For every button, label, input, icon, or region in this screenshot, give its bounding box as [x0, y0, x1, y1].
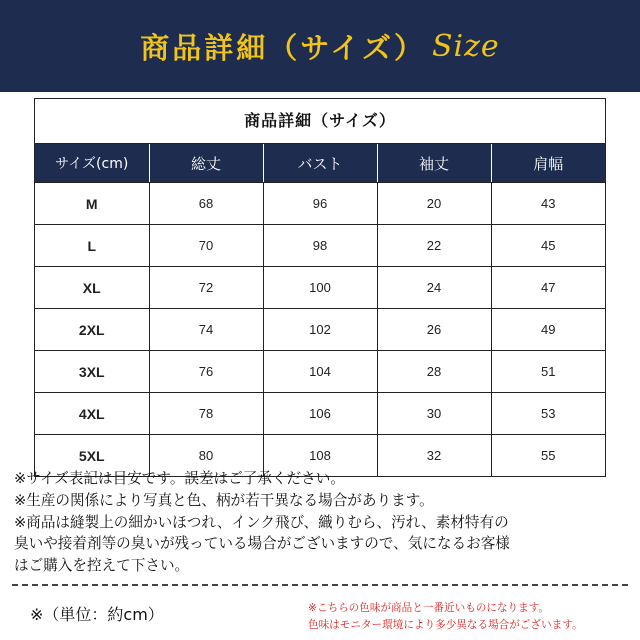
- sleeve-cell: 28: [377, 351, 491, 393]
- banner-title-jp: 商品詳細（サイズ）: [140, 30, 426, 65]
- shoulder-cell: 43: [491, 183, 605, 225]
- length-cell: 78: [149, 393, 263, 435]
- bust-cell: 106: [263, 393, 377, 435]
- shoulder-cell: 51: [491, 351, 605, 393]
- note-line: 臭いや接着剤等の臭いが残っている場合がございますので、気になるお客様: [14, 535, 510, 553]
- sleeve-cell: 22: [377, 225, 491, 267]
- header-size: サイズ(cm): [35, 144, 149, 183]
- table-row: [35, 183, 605, 225]
- dashed-divider: [12, 584, 628, 586]
- shoulder-cell: 53: [491, 393, 605, 435]
- sleeve-cell: 20: [377, 183, 491, 225]
- shoulder-cell: 45: [491, 225, 605, 267]
- header-sleeve: 袖丈: [377, 144, 491, 183]
- shoulder-cell: 55: [491, 435, 605, 477]
- bust-cell: 96: [263, 183, 377, 225]
- bust-cell: 100: [263, 267, 377, 309]
- table-row: [35, 351, 605, 393]
- note-line: はご購入を控えて下さい。: [14, 557, 190, 575]
- size-cell: L: [35, 225, 149, 267]
- color-note-line: ※こちらの色味が商品と一番近いものになります。: [308, 602, 550, 614]
- color-note-line: 色味はモニター環境により多少異なる場合がございます。: [308, 619, 583, 631]
- table-row: [35, 393, 605, 435]
- sleeve-cell: 32: [377, 435, 491, 477]
- header-shoulder: 肩幅: [491, 144, 605, 183]
- length-cell: 80: [149, 435, 263, 477]
- shoulder-cell: 47: [491, 267, 605, 309]
- length-cell: 72: [149, 267, 263, 309]
- sleeve-cell: 26: [377, 309, 491, 351]
- note-line: ※商品は縫製上の細かいほつれ、インク飛び、織りむら、汚れ、素材特有の: [14, 513, 509, 531]
- length-cell: 74: [149, 309, 263, 351]
- unit-note: ※（単位：約cm）: [30, 605, 164, 624]
- note-line: ※生産の関係により写真と色、柄が若干異なる場合があります。: [14, 491, 434, 509]
- note-line: ※サイズ表記は目安です。誤差はご了承ください。: [14, 470, 345, 487]
- bust-cell: 102: [263, 309, 377, 351]
- table-row: [35, 267, 605, 309]
- notes-block: [14, 468, 634, 577]
- length-cell: 70: [149, 225, 263, 267]
- size-cell: 3XL: [35, 351, 149, 393]
- size-cell: 4XL: [35, 393, 149, 435]
- table-header-row: [35, 144, 605, 183]
- color-disclaimer: [308, 600, 628, 634]
- sleeve-cell: 30: [377, 393, 491, 435]
- sleeve-cell: 24: [377, 267, 491, 309]
- length-cell: 76: [149, 351, 263, 393]
- bust-cell: 98: [263, 225, 377, 267]
- bust-cell: 104: [263, 351, 377, 393]
- size-cell: 2XL: [35, 309, 149, 351]
- size-cell: 5XL: [35, 435, 149, 477]
- size-cell: XL: [35, 267, 149, 309]
- size-cell: M: [35, 183, 149, 225]
- banner-title-en: Size: [431, 28, 500, 64]
- header-bust: バスト: [263, 144, 377, 183]
- header-length: 総丈: [149, 144, 263, 183]
- shoulder-cell: 49: [491, 309, 605, 351]
- header-banner: [0, 0, 640, 92]
- bust-cell: 108: [263, 435, 377, 477]
- size-table: [34, 98, 606, 477]
- size-table-title: 商品詳細（サイズ）: [35, 99, 605, 144]
- table-row: [35, 309, 605, 351]
- table-row: [35, 225, 605, 267]
- length-cell: 68: [149, 183, 263, 225]
- size-table-grid: [35, 144, 605, 477]
